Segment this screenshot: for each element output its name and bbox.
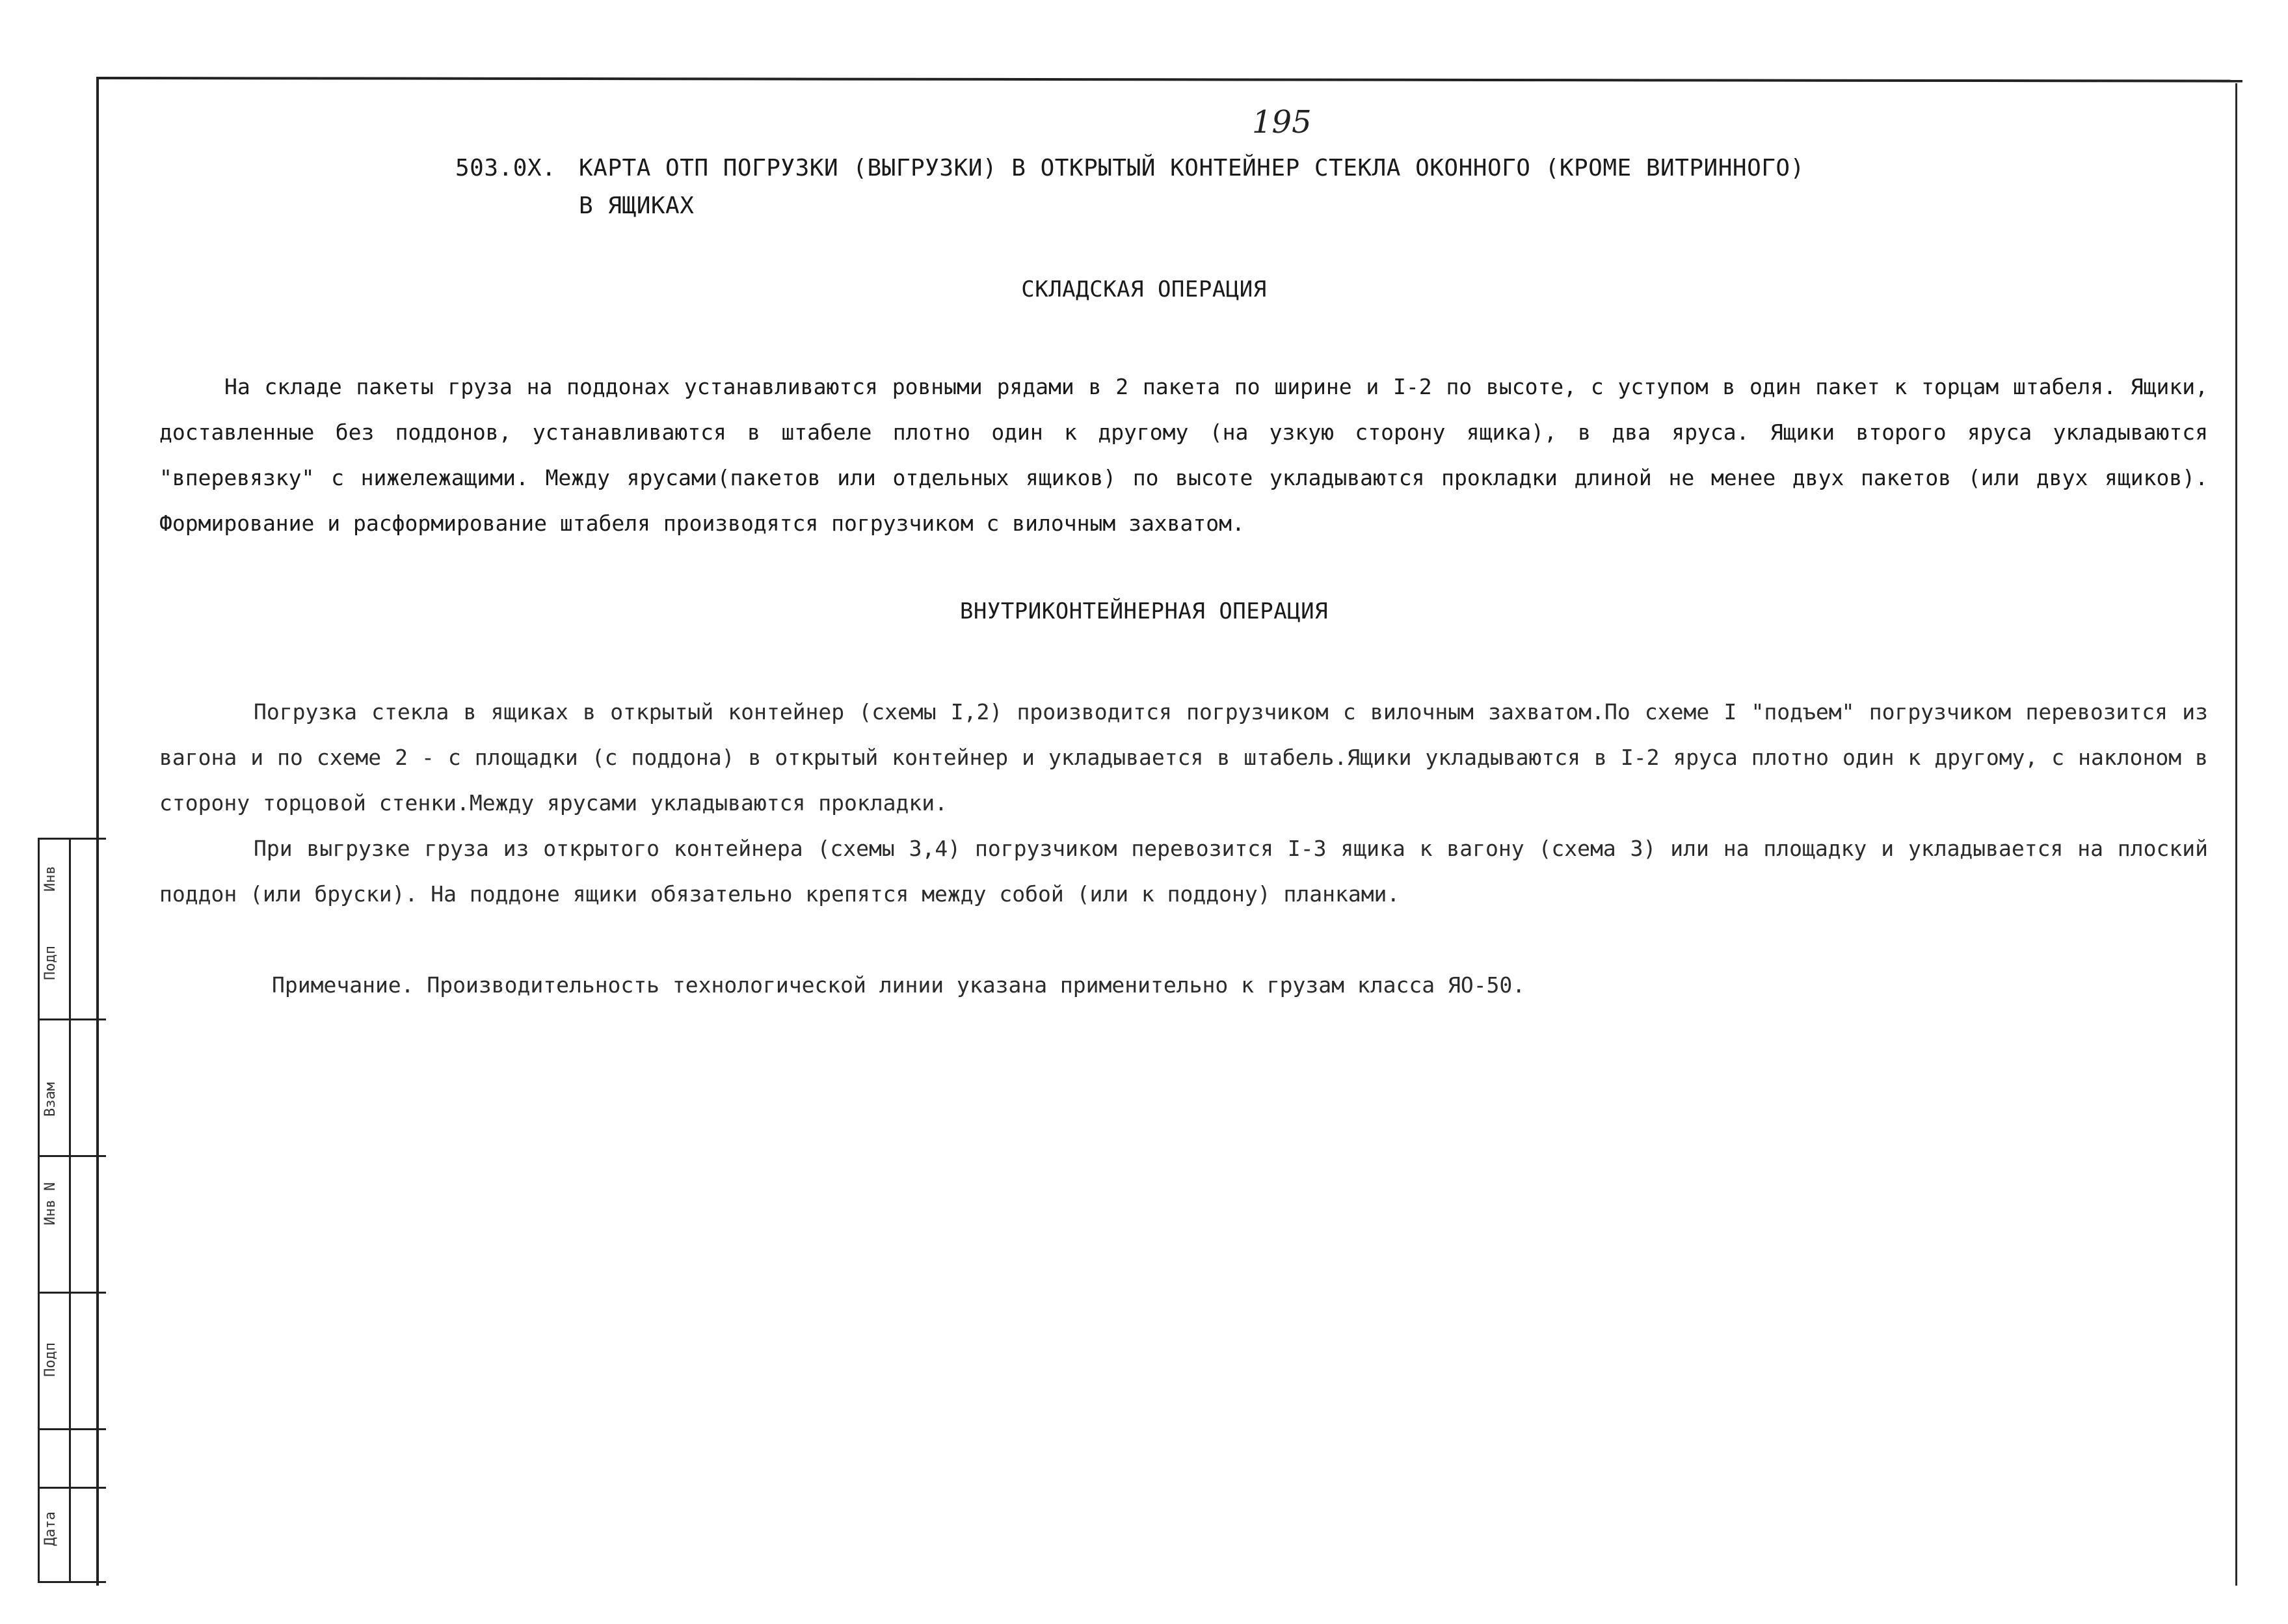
container-paragraph-1: Погрузка стекла в ящиках в открытый контейнер (схемы I,2) производится погрузчиком с вилочным захватом.По схеме I "подъем" погрузчиком перевозится из вагона и по схеме 2 - с площадки (с поддона) в открытый контейнер и укладывается в штабель.Ящики укладываются в I-2 яруса плотно один к другому, с наклоном в сторону торцовой стенки.Между ярусами укладываются прокладки. [159,699,2208,816]
stamp-label: Подп [42,946,59,981]
note: Примечание. Производительность технологической линии указана применительно к грузам класса ЯО-50. [272,972,1526,998]
title-code: 503.0Х. [455,155,557,181]
container-paragraph-2: При выгрузке груза из открытого контейнера (схемы 3,4) погрузчиком перевозится I-3 ящика к вагону (схема 3) или на площадку и укладывается на плоский поддон (или бруски). На поддоне ящики обязательно крепятся между собой (или к поддону) планками. [159,836,2208,907]
page-frame-right [2235,83,2237,1586]
stamp-row-divider [40,1292,106,1294]
title-text: КАРТА ОТП ПОГРУЗКИ (ВЫГРУЗКИ) В ОТКРЫТЫЙ КОНТЕЙНЕР СТЕКЛА ОКОННОГО (КРОМЕ ВИТРИННОГО) [579,155,1805,181]
stamp-row-divider [40,1428,106,1430]
stamp-row-divider [40,1155,106,1157]
stamp-label: Инв [42,866,59,892]
stamp-label: Дата [42,1511,59,1547]
stamp-row-divider [40,1018,106,1020]
stamp-label: Взам [42,1082,59,1117]
title-line-1 [455,150,1854,187]
stamp-row-divider [40,1487,106,1489]
container-heading: ВНУТРИКОНТЕЙНЕРНАЯ ОПЕРАЦИЯ [959,598,1329,624]
document-title [455,150,1854,225]
stamp-label: Инв N [42,1182,59,1226]
page-number: 195 [1252,104,1312,140]
binding-stamp [38,838,106,1583]
title-line-2: В ЯЩИКАХ [579,193,695,219]
warehouse-paragraph: На складе пакеты груза на поддонах устанавливаются ровными рядами в 2 пакета по ширине и I-2 по высоте, с уступом в один пакет к торцам штабеля. Ящики, доставленные без поддонов, устанавливаются в штабеле плотно один к другому (на узкую сторону ящика), в два яруса. Ящики второго яруса укладываются "вперевязку" с нижележащими. Между ярусами(пакетов или отдельных ящиков) по высоте укладываются прокладки длиной не менее двух пакетов (или двух ящиков). Формирование и расформирование штабеля производятся погрузчиком с вилочным захватом. [159,374,2208,536]
warehouse-heading: СКЛАДСКАЯ ОПЕРАЦИЯ [1021,276,1267,302]
page-frame-top [96,77,2242,83]
stamp-label: Подп [42,1342,59,1378]
stamp-column-divider [69,840,71,1581]
